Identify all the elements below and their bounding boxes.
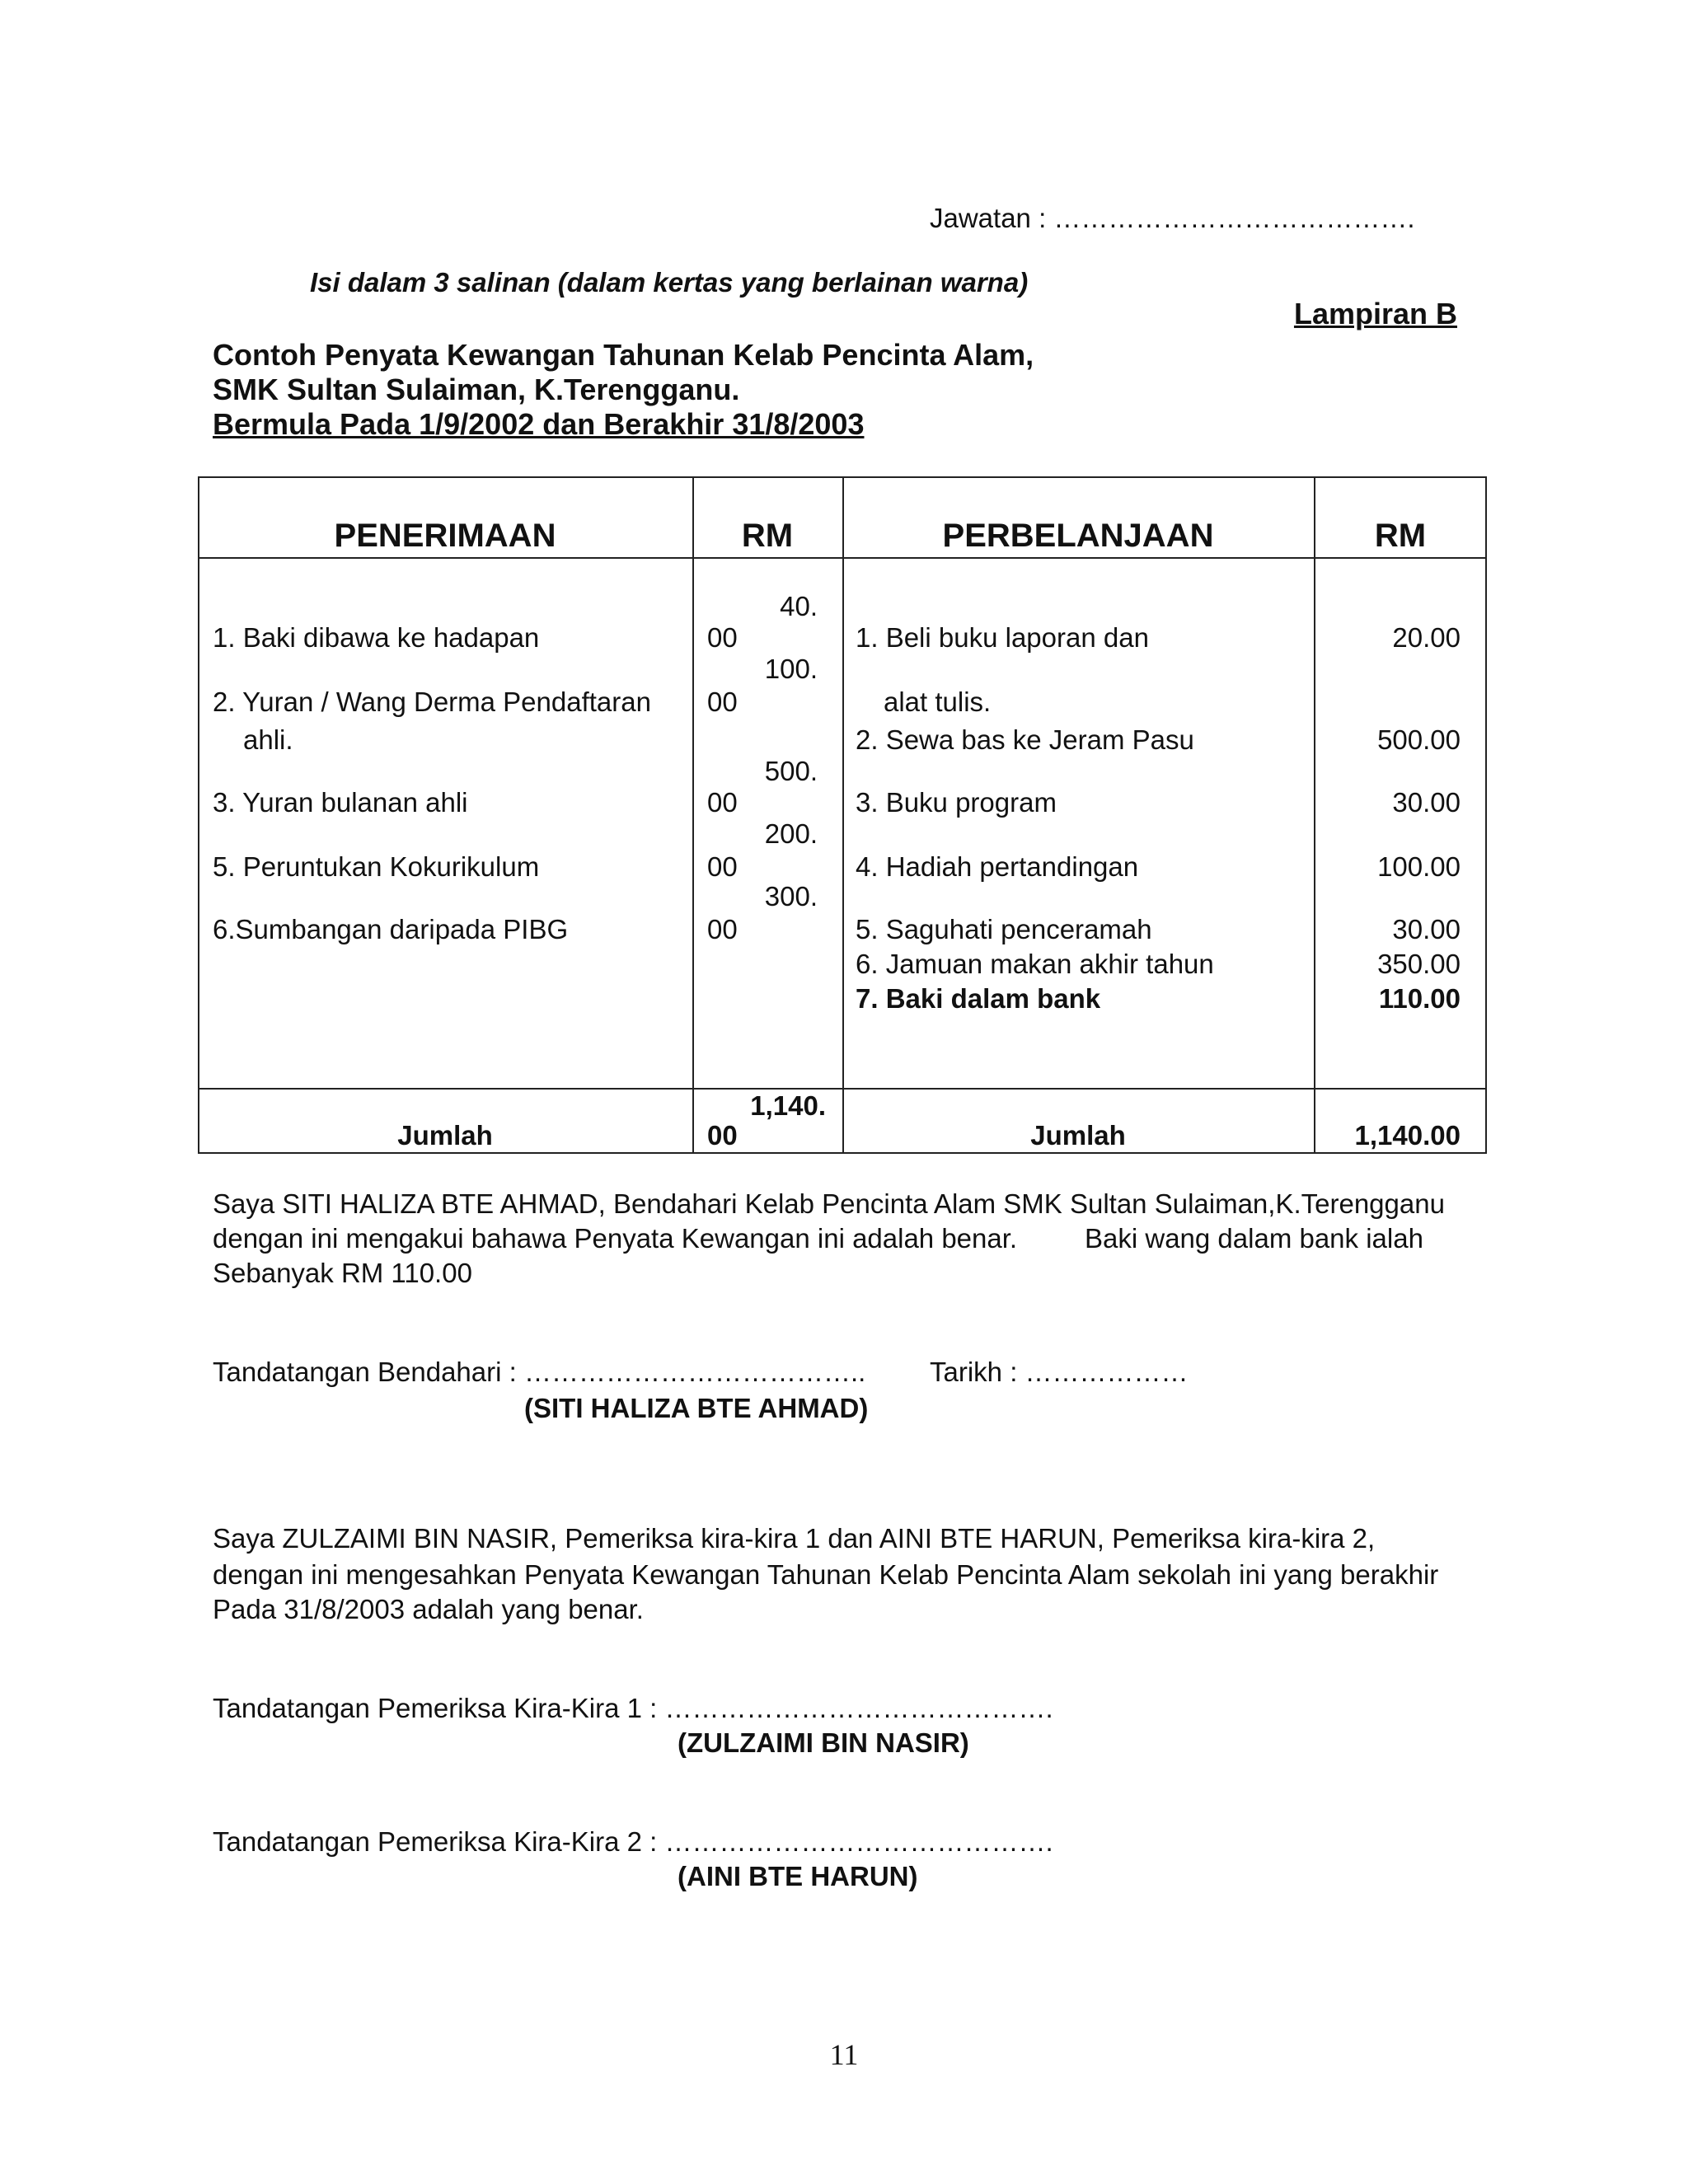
receipt-amount-part2: 00 [707,914,738,944]
attachment-label: Lampiran B [1293,297,1457,330]
auditor1-name: (ZULZAIMI BIN NASIR) [678,1727,969,1758]
total-receipts-label: Jumlah [397,1120,493,1151]
auditors-statement-line3: Pada 31/8/2003 adalah yang benar. [213,1594,644,1624]
copies-note: Isi dalam 3 salinan (dalam kertas yang berlainan warna) [310,267,1029,298]
receipt-item-label: 3. Yuran bulanan ahli [213,787,468,818]
treasurer-statement-balance: Baki wang dalam bank ialah [1085,1223,1423,1254]
auditor2-name: (AINI BTE HARUN) [678,1861,918,1891]
receipt-amount-part1: 500. [764,756,818,786]
receipt-item-label-cont: ahli. [243,724,293,755]
expense-amount: 30.00 [1392,787,1461,818]
treasurer-statement-line3: Sebanyak RM 110.00 [213,1258,472,1288]
expense-amount: 100.00 [1377,851,1461,882]
receipt-amount-part1: 300. [764,881,818,912]
expense-amount: 30.00 [1392,914,1461,944]
table-col-divider-2 [842,476,844,1154]
expense-amount: 350.00 [1377,949,1461,979]
expense-amount: 20.00 [1392,622,1461,653]
expense-bank-balance-label: 7. Baki dalam bank [856,983,1101,1014]
total-expenses-label: Jumlah [1030,1120,1126,1151]
table-border-right [1485,476,1487,1154]
receipt-item-label: 5. Peruntukan Kokurikulum [213,851,540,882]
treasurer-statement-line1: Saya SITI HALIZA BTE AHMAD, Bendahari Kelab Pencinta Alam SMK Sultan Sulaiman,K.Terengganu [213,1188,1445,1219]
receipt-amount-part2: 00 [707,851,738,882]
doc-title-line1: Contoh Penyata Kewangan Tahunan Kelab Pencinta Alam, [213,338,1034,372]
header-rm-receipts: RM [741,518,794,554]
expense-bank-balance-amount: 110.00 [1378,983,1461,1014]
expense-item-label: 6. Jamuan makan akhir tahun [856,949,1214,979]
header-rm-expenses: RM [1374,518,1427,554]
auditor2-signature-field: Tandatangan Pemeriksa Kira-Kira 2 : ……………………………………. [213,1826,1053,1857]
expense-item-label: 5. Saguhati penceramah [856,914,1152,944]
receipt-amount-part2: 00 [707,622,738,653]
expense-amount: 500.00 [1377,724,1461,755]
header-expenses: PERBELANJAAN [942,518,1214,554]
treasurer-date-field: Tarikh : ……………… [930,1357,1189,1387]
treasurer-name: (SITI HALIZA BTE AHMAD) [524,1393,869,1423]
table-col-divider-1 [692,476,694,1154]
total-expenses-amount: 1,140.00 [1354,1120,1461,1151]
table-border-left [198,476,199,1154]
treasurer-statement-line2: dengan ini mengakui bahawa Penyata Kewangan ini adalah benar. [213,1223,1018,1254]
receipt-amount-part2: 00 [707,787,738,818]
expense-item-label: 1. Beli buku laporan dan [856,622,1149,653]
expense-item-label-cont: alat tulis. [884,687,992,717]
receipt-amount-part2: 00 [707,687,738,717]
total-receipts-amount-part2: 00 [707,1120,738,1151]
auditors-statement-line1: Saya ZULZAIMI BIN NASIR, Pemeriksa kira-kira 1 dan AINI BTE HARUN, Pemeriksa kira-kira 2, [213,1523,1376,1554]
header-receipts: PENERIMAAN [334,518,556,554]
total-receipts-amount-part1: 1,140. [750,1090,826,1121]
doc-title-period: Bermula Pada 1/9/2002 dan Berakhir 31/8/2003 [213,407,865,441]
receipt-item-label: 2. Yuran / Wang Derma Pendaftaran [213,687,651,717]
auditor1-signature-field: Tandatangan Pemeriksa Kira-Kira 1 : ……………………………………. [213,1693,1053,1723]
financial-statement-table [198,476,1487,1154]
receipt-item-label: 6.Sumbangan daripada PIBG [213,914,569,944]
expense-item-label: 4. Hadiah pertandingan [856,851,1139,882]
expense-item-label: 2. Sewa bas ke Jeram Pasu [856,724,1194,755]
auditors-statement-line2: dengan ini mengesahkan Penyata Kewangan Tahunan Kelab Pencinta Alam sekolah ini yang berakhir [213,1559,1439,1590]
doc-title-line2: SMK Sultan Sulaiman, K.Terengganu. [213,373,740,406]
receipt-item-label: 1. Baki dibawa ke hadapan [213,622,540,653]
receipt-amount-part1: 200. [764,818,818,849]
receipt-amount-part1: 40. [780,591,818,621]
jawatan-field: Jawatan : …………………………………. [930,203,1415,233]
expense-item-label: 3. Buku program [856,787,1057,818]
receipt-amount-part1: 100. [764,654,818,684]
treasurer-signature-field: Tandatangan Bendahari : ……………………………….. [213,1357,866,1387]
page-number: 11 [829,2038,859,2071]
